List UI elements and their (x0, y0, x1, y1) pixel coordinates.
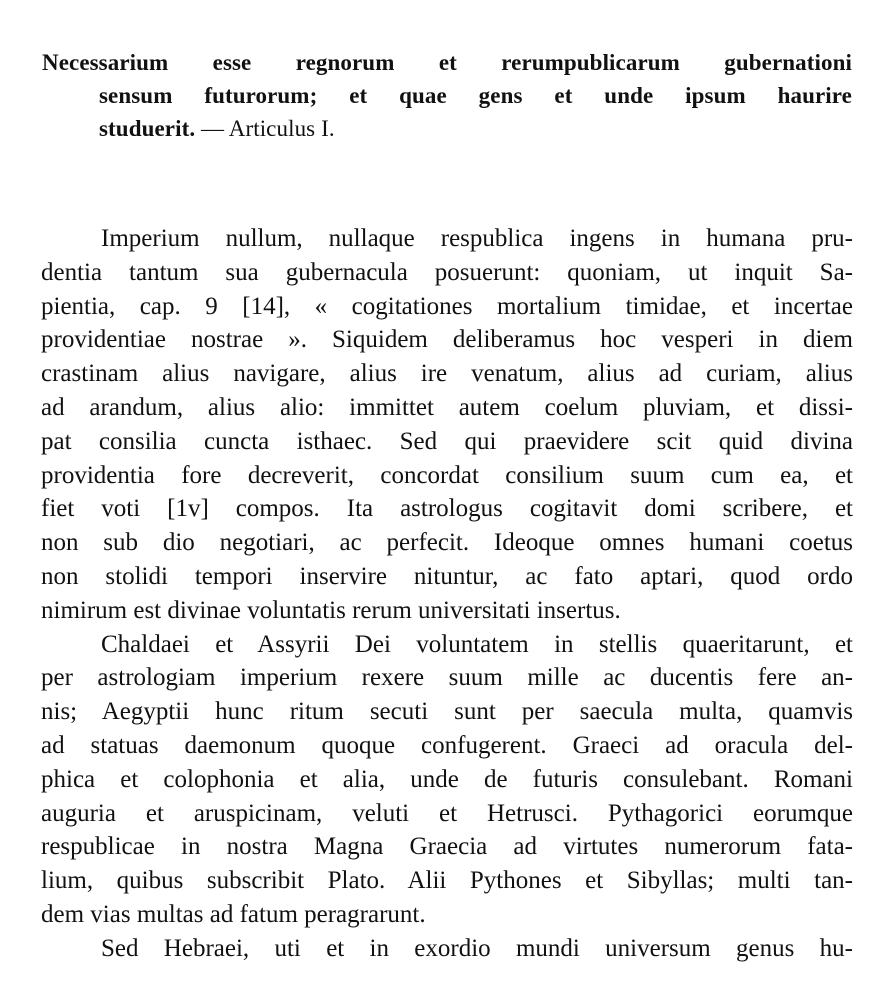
heading-dash: — (195, 116, 229, 141)
text-line: providentiae nostrae ». Siquidem deliberamus hoc vesperi in diem (41, 326, 853, 354)
text-line: lium, quibus subscribit Plato. Alii Pythones et Sibyllas; multi tan- (41, 867, 853, 895)
text-line: non sub dio negotiari, ac perfecit. Ideoque omnes humani coetus (41, 529, 853, 557)
text-line: Imperium nullum, nullaque respublica ingens in humana pru- (101, 225, 853, 252)
heading-line-1: Necessarium esse regnorum et rerumpublicarum gubernationi (42, 50, 852, 75)
chapter-heading (42, 46, 852, 145)
text-line: auguria et aruspicinam, veluti et Hetrusci. Pythagorici eorumque (41, 799, 853, 827)
text-line: dem vias multas ad fatum peragrarunt. (41, 900, 426, 928)
text-line: non stolidi tempori inservire nituntur, ac fato aptari, quod ordo (41, 562, 853, 590)
heading-line-3 (42, 112, 852, 145)
text-line: dentia tantum sua gubernacula posuerunt: quoniam, ut inquit Sa- (41, 258, 853, 286)
text-line: ad statuas daemonum quoque confugerent. Graeci ad oracula del- (41, 731, 853, 759)
text-line: phica et colophonia et alia, unde de futuris consulebant. Romani (41, 765, 853, 793)
text-line: nimirum est divinae voluntatis rerum universitati insertus. (41, 596, 621, 624)
text-line: fiet voti [1v] compos. Ita astrologus cogitavit domi scribere, et (41, 495, 853, 523)
text-line: respublicae in nostra Magna Graecia ad virtutes numerorum fata- (41, 833, 853, 861)
article-label: Articulus I. (228, 116, 335, 141)
text-line: nis; Aegyptii hunc ritum secuti sunt per saecula multa, quamvis (41, 698, 853, 726)
text-line: pientia, cap. 9 [14], « cogitationes mortalium timidae, et incertae (41, 292, 853, 320)
text-line: per astrologiam imperium rexere suum mille ac ducentis fere an- (41, 664, 853, 692)
text-line: ad arandum, alius alio: immittet autem coelum pluviam, et dissi- (41, 393, 853, 421)
heading-line-3-text: studuerit. (99, 116, 196, 141)
text-line: providentia fore decreverit, concordat consilium suum cum ea, et (41, 461, 853, 489)
body-text (41, 222, 853, 966)
text-line: crastinam alius navigare, alius ire venatum, alius ad curiam, alius (41, 360, 853, 388)
heading-line-2: sensum futurorum; et quae gens et unde ipsum haurire (99, 83, 852, 108)
text-line: pat consilia cuncta isthaec. Sed qui praevidere scit quid divina (41, 427, 853, 455)
text-line: Sed Hebraei, uti et in exordio mundi universum genus hu- (101, 934, 853, 962)
text-line: Chaldaei et Assyrii Dei voluntatem in stellis quaeritarunt, et (101, 630, 853, 658)
